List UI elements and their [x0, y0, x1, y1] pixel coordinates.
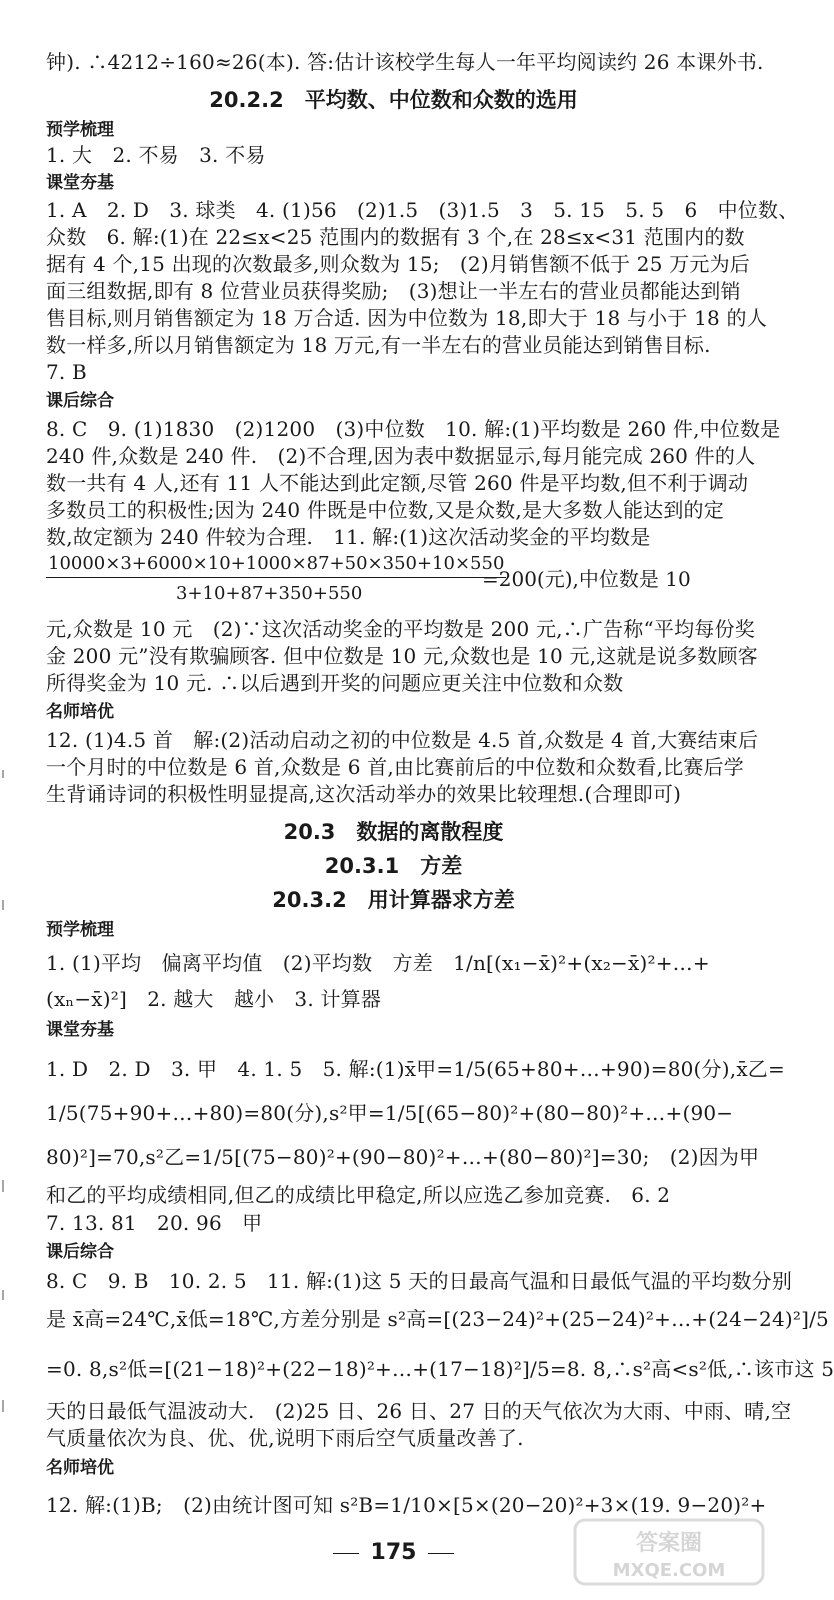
section-heading-preview: 预学梳理	[46, 920, 114, 940]
section-title: 20.3 数据的离散程度	[283, 820, 504, 844]
section-heading-class: 课堂夯基	[46, 1020, 114, 1040]
section-heading-teacher: 名师培优	[46, 1458, 114, 1478]
text-line: 生背诵诗词的积极性明显提高,这次活动举办的效果比较理想.(合理即可)	[46, 782, 682, 806]
text-line: 8. C 9. (1)1830 (2)1200 (3)中位数 10. 解:(1)平均数是 260 件,中位数是	[46, 417, 781, 441]
text-line: 7. 13. 81 20. 96 甲	[46, 1211, 263, 1235]
section-title: 20.2.2 平均数、中位数和众数的选用	[209, 88, 578, 112]
text-line: 售目标,则月销售额定为 18 万合适. 因为中位数为 18,即大于 18 与小于 18 的人	[46, 306, 767, 330]
text-line: 7. B	[46, 360, 87, 384]
text-line: 1/5(75+90+…+80)=80(分),s²甲=1/5[(65−80)²+(80−80)²+…+(90−	[46, 1101, 734, 1125]
text-line: 240 件,众数是 240 件. (2)不合理,因为表中数据显示,每月能完成 260 件的人	[46, 444, 756, 468]
text-line: 数一样多,所以月销售额定为 18 万元,有一半左右的营业员能达到销售目标.	[46, 333, 711, 357]
text-line: 1. D 2. D 3. 甲 4. 1. 5 5. 解:(1)x̄甲=1/5(65+80+…+90)=80(分),x̄乙=	[46, 1057, 785, 1081]
fraction-denominator: 3+10+87+350+550	[176, 583, 363, 604]
section-heading-class: 课堂夯基	[46, 173, 114, 193]
binding-margin-marks	[0, 760, 12, 1520]
text-line: 众数 6. 解:(1)在 22≤x<25 范围内的数据有 3 个,在 28≤x<31 范围内的数	[46, 225, 745, 249]
text-line: 气质量依次为良、优、优,说明下雨后空气质量改善了.	[46, 1426, 524, 1450]
text-line: 据有 4 个,15 出现的次数最多,则众数为 15; (2)月销售额不低于 25 万元为后	[46, 252, 750, 276]
text-line: 1. 大 2. 不易 3. 不易	[46, 143, 266, 167]
text-line: 天的日最低气温波动大. (2)25 日、26 日、27 日的天气依次为大雨、中雨、晴,空	[46, 1399, 792, 1423]
average-fraction	[46, 552, 746, 610]
section-heading-preview: 预学梳理	[46, 120, 114, 140]
text-line: 8. C 9. B 10. 2. 5 11. 解:(1)这 5 天的日最高气温和日最低气温的平均数分别	[46, 1269, 793, 1293]
text-line: 1. A 2. D 3. 球类 4. (1)56 (2)1.5 (3)1.5 3 5. 15 5. 5 6 中位数、	[46, 198, 799, 222]
page-number-dash	[428, 1553, 454, 1554]
text-line: 和乙的平均成绩相同,但乙的成绩比甲稳定,所以应选乙参加竞赛. 6. 2	[46, 1183, 671, 1207]
text-line: 多数员工的积极性;因为 240 件既是中位数,又是众数,是大多数人能达到的定	[46, 498, 724, 522]
text-line: 数,故定额为 240 件较为合理. 11. 解:(1)这次活动奖金的平均数是	[46, 525, 651, 549]
text-line: 一个月时的中位数是 6 首,众数是 6 首,由比赛前后的中位数和众数看,比赛后学	[46, 755, 744, 779]
section-title: 20.3.2 用计算器求方差	[272, 888, 515, 912]
text-line: 所得奖金为 10 元. ∴以后遇到开奖的问题应更关注中位数和众数	[46, 671, 624, 695]
section-heading-after: 课后综合	[46, 1242, 114, 1262]
text-line: 钟). ∴4212÷160≈26(本). 答:估计该校学生每人一年平均阅读约 26 本课外书.	[46, 50, 764, 74]
svg-text:答案圈: 答案圈	[635, 1531, 703, 1556]
text-line: (xₙ−x̄)²] 2. 越大 越小 3. 计算器	[46, 987, 382, 1011]
svg-text:MXQE.COM: MXQE.COM	[612, 1560, 726, 1581]
fraction-tail: =200(元),中位数是 10	[482, 567, 691, 591]
text-line: 80)²]=70,s²乙=1/5[(75−80)²+(90−80)²+…+(80−80)²]=30; (2)因为甲	[46, 1145, 760, 1169]
section-heading-after: 课后综合	[46, 391, 114, 411]
text-line: 金 200 元”没有欺骗顾客. 但中位数是 10 元,众数也是 10 元,这就是说多数顾客	[46, 644, 758, 668]
text-line: 元,众数是 10 元 (2)∵这次活动奖金的平均数是 200 元,∴广告称“平均每份奖	[46, 617, 755, 641]
watermark-logo	[569, 1512, 769, 1592]
text-line: 数一共有 4 人,还有 11 人不能达到此定额,尽管 260 件是平均数,但不利于调动	[46, 471, 749, 495]
text-line: 12. (1)4.5 首 解:(2)活动启动之初的中位数是 4.5 首,众数是 4 首,大赛结束后	[46, 728, 759, 752]
text-line: =0. 8,s²低=[(21−18)²+(22−18)²+…+(17−18)²]/5=8. 8,∴s²高<s²低,∴该市这 5	[46, 1357, 834, 1381]
fraction-numerator: 10000×3+6000×10+1000×87+50×350+10×550	[46, 552, 506, 578]
text-line: 12. 解:(1)B; (2)由统计图可知 s²B=1/10×[5×(20−20)²+3×(19. 9−20)²+	[46, 1493, 767, 1517]
text-line: 面三组数据,即有 8 位营业员获得奖励; (3)想让一半左右的营业员都能达到销	[46, 279, 741, 303]
text-line: 是 x̄高=24℃,x̄低=18℃,方差分别是 s²高=[(23−24)²+(25−24)²+…+(24−24)²]/5	[46, 1307, 829, 1331]
page-number-dash	[333, 1553, 359, 1554]
section-heading-teacher: 名师培优	[46, 702, 114, 722]
page-number-text: 175	[370, 1540, 417, 1565]
text-line: 1. (1)平均 偏离平均值 (2)平均数 方差 1/n[(x₁−x̄)²+(x₂−x̄)²+…+	[46, 951, 710, 975]
section-title: 20.3.1 方差	[324, 854, 463, 878]
